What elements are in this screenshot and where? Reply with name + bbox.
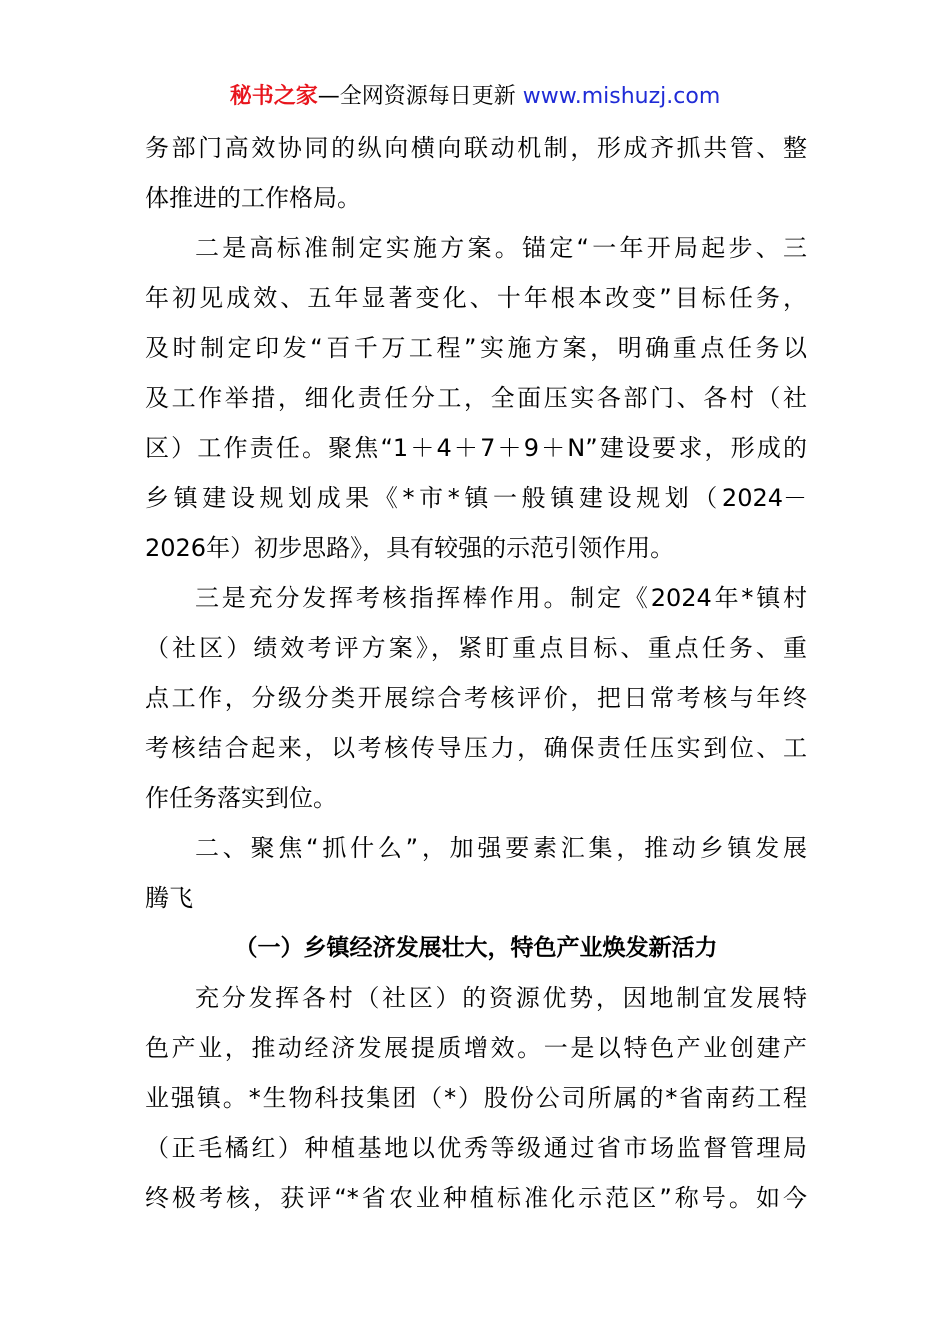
site-header: [0, 80, 950, 114]
text-line: 2026年）初步思路》，具有较强的示范引领作用。: [145, 534, 675, 562]
text-line: 务部门高效协同的纵向横向联动机制，形成齐抓共管、整: [145, 134, 807, 162]
brand-name: 秘书之家: [229, 84, 318, 109]
text-line: 充分发挥各村（社区）的资源优势，因地制宜发展特: [195, 984, 807, 1012]
text-line: 作任务落实到位。: [145, 784, 337, 812]
header-tagline: —全网资源每日更新: [317, 84, 523, 109]
text-line: 考核结合起来，以考核传导压力，确保责任压实到位、工: [145, 734, 807, 762]
text-line: 体推进的工作格局。: [145, 184, 361, 212]
text-line: 乡镇建设规划成果《*市*镇一般镇建设规划（2024－: [145, 484, 807, 512]
site-url-link[interactable]: www.mishuzj.com: [522, 84, 721, 109]
text-line: 腾飞: [145, 884, 193, 912]
text-line: 二、聚焦“抓什么”，加强要素汇集，推动乡镇发展: [195, 834, 807, 862]
text-line: 及工作举措，细化责任分工，全面压实各部门、各村（社: [145, 384, 807, 412]
text-line: （社区）绩效考评方案》，紧盯重点目标、重点任务、重: [145, 634, 807, 662]
text-line: （正毛橘红）种植基地以优秀等级通过省市场监督管理局: [145, 1134, 807, 1162]
text-line: 终极考核，获评“*省农业种植标准化示范区”称号。如今: [145, 1184, 807, 1212]
text-line: 点工作，分级分类开展综合考核评价，把日常考核与年终: [145, 684, 807, 712]
text-line: 年初见成效、五年显著变化、十年根本改变”目标任务，: [145, 284, 807, 312]
text-line: 二是高标准制定实施方案。锚定“一年开局起步、三: [195, 234, 807, 262]
text-line: 区）工作责任。聚焦“1＋4＋7＋9＋N”建设要求，形成的: [145, 434, 807, 462]
text-line: 业强镇。*生物科技集团（*）股份公司所属的*省南药工程: [145, 1084, 807, 1112]
text-line: 色产业，推动经济发展提质增效。一是以特色产业创建产: [145, 1034, 807, 1062]
section-heading: （一）乡镇经济发展壮大，特色产业焕发新活力: [234, 935, 718, 961]
text-line: 及时制定印发“百千万工程”实施方案，明确重点任务以: [145, 334, 807, 362]
document-body: [145, 123, 807, 1223]
text-line: 三是充分发挥考核指挥棒作用。制定《2024年*镇村: [195, 584, 807, 612]
